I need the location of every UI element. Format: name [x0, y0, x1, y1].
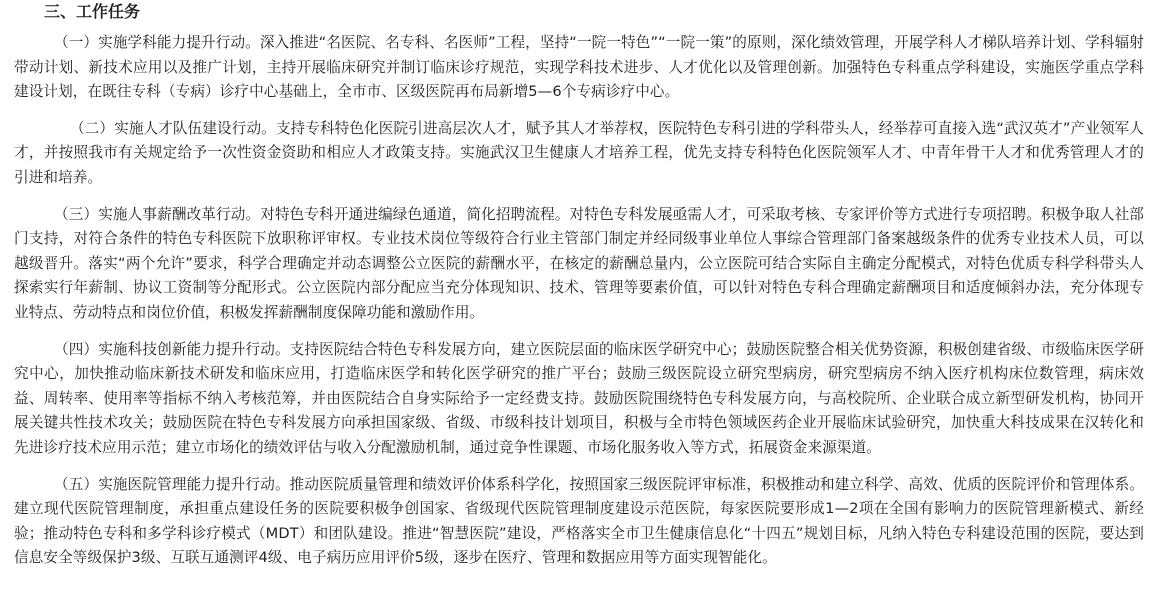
- paragraph-personnel-salary-reform: （三）实施人事薪酬改革行动。对特色专科开通进编绿色通道，简化招聘流程。对特色专科发展亟需人才，可采取考核、专家评价等方式进行专项招聘。积极争取人社部门支持，对符合条件的特色专科医院下放职称评审权。专业技术岗位等级符合行业主管部门制定并经同级事业单位人事综合管理部门备案越级条件的优秀专业技术人员，可以越级晋升。落实“两个允许”要求，科学合理确定并动态调整公立医院的薪酬水平，在核定的薪酬总量内，公立医院可结合实际自主确定分配模式，对特色优质专科学科带头人探索实行年薪制、协议工资制等分配形式。公立医院内部分配应当充分体现知识、技术、管理等要素价值，可以针对特色专科合理确定薪酬项目和适度倾斜办法，充分体现专业特点、劳动特点和岗位价值，积极发挥薪酬制度保障功能和激励作用。: [14, 205, 1144, 321]
- paragraph-hospital-management: （五）实施医院管理能力提升行动。推动医院质量管理和绩效评价体系科学化，按照国家三级医院评审标准，积极推动和建立科学、高效、优质的医院评价和管理体系。建立现代医院管理制度，承担重点建设任务的医院要积极争创国家、省级现代医院管理制度建设示范医院，每家医院要形成1—2项在全国有影响力的医院管理新模式、新经验；推动特色专科和多学科诊疗模式（MDT）和团队建设。推进“智慧医院”建设，严格落实全市卫生健康信息化“十四五”规划目标，凡纳入特色专科建设范围的医院，要达到信息安全等级保护3级、互联互通测评4级、电子病历应用评价5级，逐步在医疗、管理和数据应用等方面实现智能化。: [14, 475, 1144, 567]
- document-body: [14, 0, 1144, 583]
- paragraph-talent-team: （二）实施人才队伍建设行动。支持专科特色化医院引进高层次人才，赋予其人才举荐权，医院特色专科引进的学科带头人，经举荐可直接入选“武汉英才”产业领军人才，并按照我市有关规定给予一次性资金资助和相应人才政策支持。实施武汉卫生健康人才培养工程，优先支持专科特色化医院领军人才、中青年骨干人才和优秀管理人才的引进和培养。: [14, 119, 1144, 186]
- section-heading: 三、工作任务: [44, 2, 141, 21]
- paragraph-discipline-capacity: （一）实施学科能力提升行动。深入推进“名医院、名专科、名医师”工程，坚持“一院一特色”“一院一策”的原则，深化绩效管理，开展学科人才梯队培养计划、学科辐射带动计划、新技术应用以及推广计划，主持开展临床研究并制订临床诊疗规范，实现学科技术进步、人才优化以及管理创新。加强特色专科重点学科建设，实施医学重点学科建设计划，在既往专科（专病）诊疗中心基础上，全市市、区级医院再布局新增5—6个专病诊疗中心。: [14, 34, 1144, 101]
- paragraph-tech-innovation: （四）实施科技创新能力提升行动。支持医院结合特色专科发展方向，建立医院层面的临床医学研究中心；鼓励医院整合相关优势资源，积极创建省级、市级临床医学研究中心，加快推动临床新技术研发和临床应用，打造临床医学和转化医学研究的推广平台；鼓励三级医院设立研究型病房，研究型病房不纳入医疗机构床位数管理，病床效益、周转率、使用率等指标不纳入考核范筹，并由医院结合自身实际给予一定经费支持。鼓励医院围绕特色专科发展方向，与高校院所、企业联合成立新型研发机构，协同开展关键共性技术攻关；鼓励医院在特色专科发展方向承担国家级、省级、市级科技计划项目，积极与全市特色领域医药企业开展临床试验研究，加快重大科技成果在汉转化和先进诊疗技术应用示范；建立市场化的绩效评估与收入分配激励机制，通过竞争性课题、市场化服务收入等方式，拓展资金来源渠道。: [14, 340, 1144, 456]
